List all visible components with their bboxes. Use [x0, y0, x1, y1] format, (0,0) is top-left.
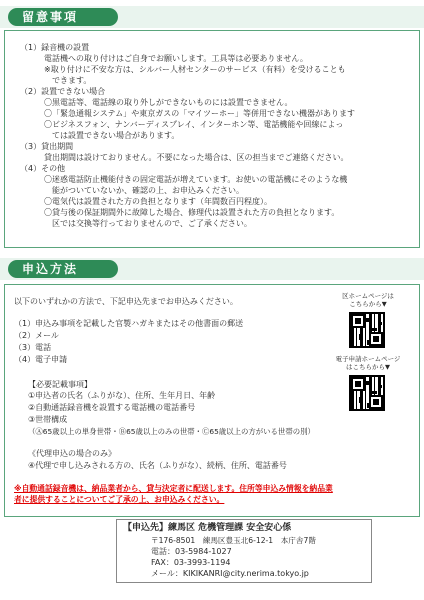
- contact-email: メール：KIKIKANRI@city.nerima.tokyo.jp: [151, 569, 309, 578]
- contact-fax: FAX：03-3993-1194: [151, 558, 231, 567]
- city-homepage-qr-code[interactable]: [349, 312, 385, 348]
- notes-title: 留意事項: [8, 8, 118, 26]
- note-line: （4）その他: [20, 164, 66, 173]
- contact-phone: 電話：03-5984-1027: [151, 547, 232, 556]
- note-line: 〇電気代は設置された方の負担となります（年間数百円程度）。: [44, 197, 272, 206]
- required-heading: 【必要記載事項】: [28, 380, 92, 389]
- method-item: （2）メール: [14, 331, 59, 340]
- note-line: 電話機への取り付けはご自身でお願いします。工具等は必要ありません。: [44, 54, 308, 63]
- note-line: 〇貸与後の保証期間外に故障した場合、修理代は設置された方の負担となります。: [44, 208, 340, 217]
- notes-header: [0, 6, 424, 28]
- required-item: ①申込者の氏名（ふりがな）、住所、生年月日、年齢: [28, 391, 216, 400]
- required-item: ②自動通話録音機を設置する電話機の電話番号: [28, 403, 196, 412]
- note-line: 〇迷惑電話防止機能付きの固定電話が増えています。お使いの電話機にそのような機: [44, 175, 348, 184]
- contact-title: 【申込先】練馬区 危機管理課 安全安心係: [123, 523, 292, 533]
- note-line: 〇黒電話等、電話線の取り外しができないものには設置できません。: [44, 98, 293, 107]
- apply-header: [0, 258, 424, 280]
- contact-address: 〒176-8501 練馬区豊玉北6-12-1 本庁舎7階: [151, 536, 316, 545]
- note-line: （3）貸出期間: [20, 142, 74, 151]
- e-application-qr-code[interactable]: [349, 375, 385, 411]
- note-line: 区では交換等行っておりませんので、ご了承ください。: [52, 219, 252, 228]
- note-line: 〇「緊急通報システム」や東京ガスの「マイツーホー」等併用できない機器があります: [44, 109, 356, 118]
- method-item: （4）電子申請: [14, 355, 68, 364]
- note-line: 貸出期間は設けておりません。不要になった場合は、区の担当までご連絡ください。: [44, 153, 349, 162]
- note-line: ては設置できない場合があります。: [52, 131, 180, 140]
- note-line: 〇ビジネスフォン、ナンバーディスプレイ、インターホン等、電話機能や回線によっ: [44, 120, 344, 129]
- delivery-warning-line: 者に提供することについてご了承の上、お申込みください。: [14, 495, 225, 504]
- required-item: ③世帯構成: [28, 415, 68, 424]
- required-item: （Ⓐ65歳以上の単身世帯・Ⓑ65歳以上のみの世帯・Ⓒ65歳以上の方がいる世帯の別）: [28, 427, 315, 436]
- contact-box: [116, 519, 372, 583]
- note-line: （2）設置できない場合: [20, 87, 106, 96]
- qr-city-label: 区ホームページは こちらから▼: [342, 292, 394, 308]
- qr-eapply-label: 電子申請ホームページ はこちらから▼: [335, 355, 401, 371]
- proxy-item: ④代理で申し込みされる方の、氏名（ふりがな）、続柄、住所、電話番号: [28, 461, 287, 470]
- note-line: （1）録音機の設置: [20, 43, 90, 52]
- note-line: できます。: [52, 76, 92, 85]
- delivery-warning-line: ※自動通話録音機は、納品業者から、貸与決定者に配送します。住所等申込み情報を納品業: [14, 484, 333, 493]
- apply-intro: 以下のいずれかの方法で、下記申込先までお申込みください。: [14, 297, 238, 306]
- method-item: （1）申込み事項を記載した官製ハガキまたはその他書面の郵送: [14, 319, 244, 328]
- proxy-heading: 《代理申込の場合のみ》: [28, 449, 116, 458]
- note-line: ※取り付けに不安な方は、シルバー人材センターのサービス（有料）を受けることも: [44, 65, 346, 74]
- apply-title: 申込方法: [8, 260, 118, 278]
- method-item: （3）電話: [14, 343, 52, 352]
- note-line: 能がついていないか、確認の上、お申込みください。: [52, 186, 244, 195]
